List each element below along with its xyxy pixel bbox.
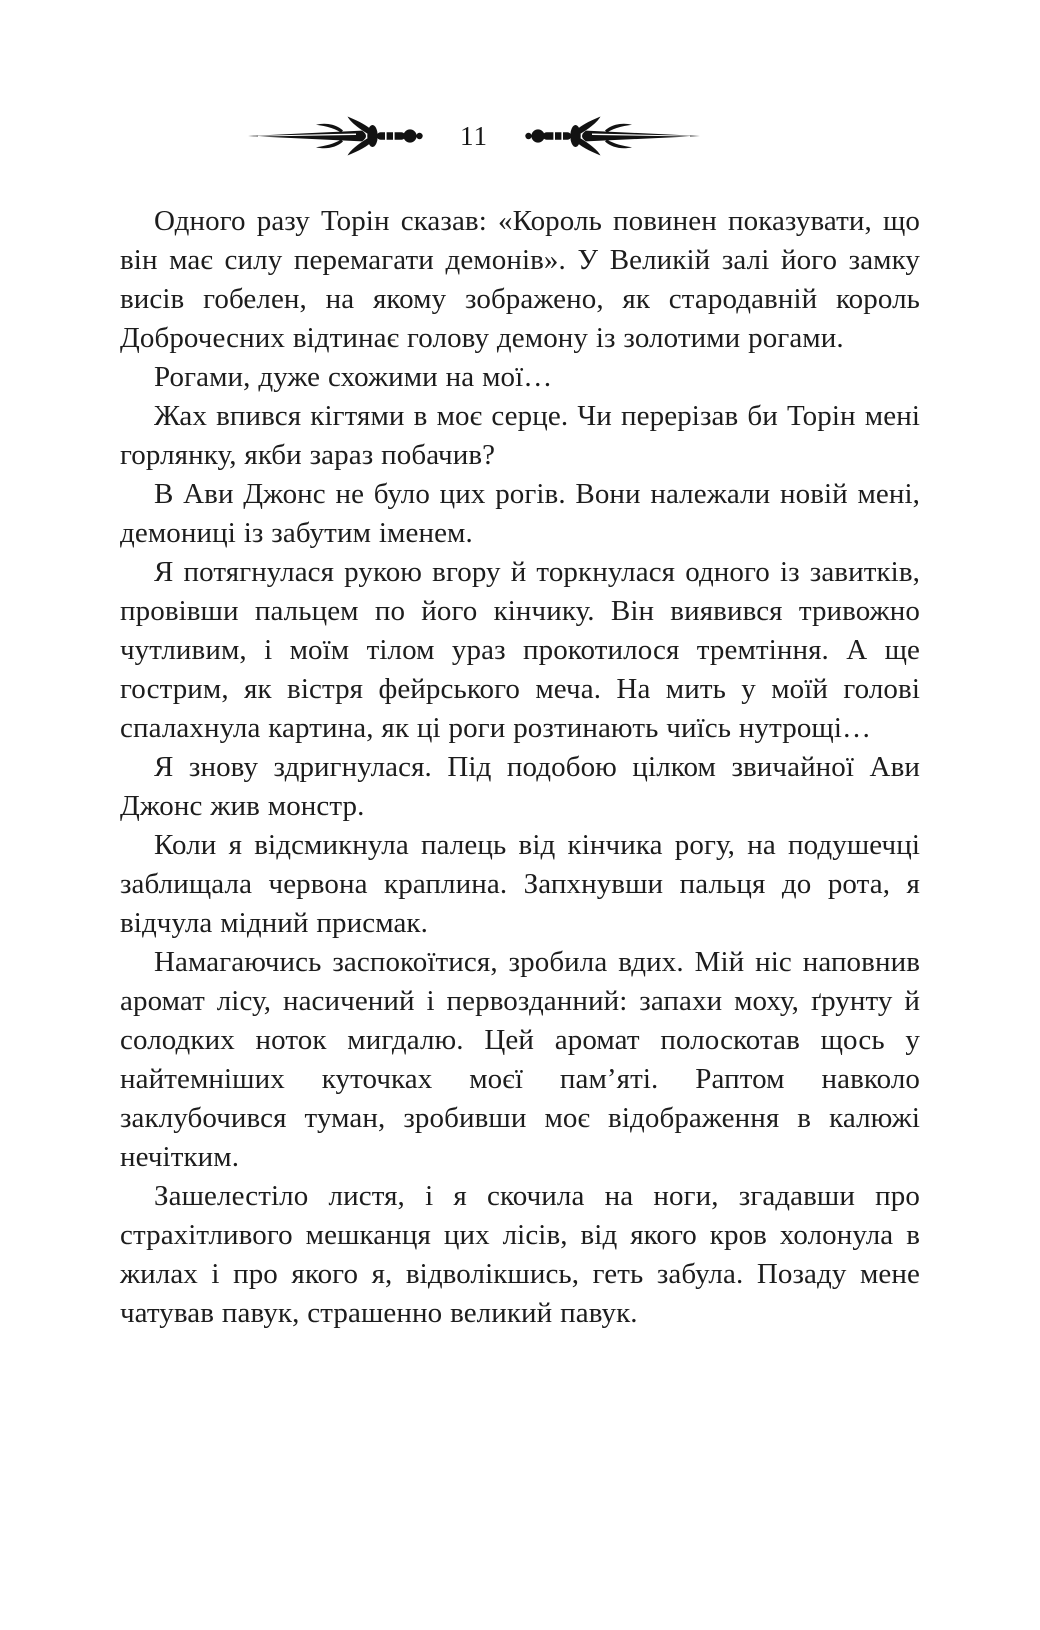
- paragraph: Коли я відсмикнула палець від кінчика рогу, на подушечці заблищала червона краплина. Запхнувши пальця до рота, я відчула мідний присмак.: [120, 829, 920, 939]
- paragraph: Я знову здригнулася. Під подобою цілком звичайної Ави Джонс жив монстр.: [120, 751, 920, 822]
- paragraph: Рогами, дуже схожими на мої…: [154, 361, 553, 393]
- sword-ornament-left-icon: [246, 116, 426, 156]
- paragraph: Жах впився кігтями в моє серце. Чи перерізав би Торін мені горлянку, якби зараз побачив?: [120, 400, 920, 471]
- paragraph: Намагаючись заспокоїтися, зробила вдих. Мій ніс наповнив аромат лісу, насичений і первозданний: запахи моху, ґрунту й солодких ноток мигдалю. Цей аромат полоскотав щось у найтемніших куточках моєї пам’яті. Раптом навколо заклубочився туман, зробивши моє відображення в калюжі нечітким.: [120, 946, 920, 1173]
- paragraph: Зашелестіло листя, і я скочила на ноги, згадавши про страхітливого мешканця цих лісів, від якого кров холонула в жилах і про якого я, відволікшись, геть забула. Позаду мене чатував павук, страшенно великий павук.: [120, 1180, 920, 1329]
- paragraph: Я потягнулася рукою вгору й торкнулася одного із завитків, провівши пальцем по його кінчику. Він виявився тривожно чутливим, і моїм тілом ураз прокотилося тремтіння. А ще гострим, як вістря фейрського меча. На мить у моїй голові спалахнула картина, як ці роги розтинають чиїсь нутрощі…: [120, 556, 920, 744]
- paragraph: В Ави Джонс не було цих рогів. Вони належали новій мені, демониці із забутим іменем.: [120, 478, 920, 549]
- page-number: 11: [460, 120, 488, 151]
- paragraph: Одного разу Торін сказав: «Король повинен показувати, що він має силу перемагати демонів». У Великій залі його замку висів гобелен, на якому зображено, як стародавній король Доброчесних відтинає голову демону із золотими рогами.: [120, 205, 920, 354]
- page-header: [0, 116, 994, 156]
- sword-ornament-right-icon: [522, 116, 702, 156]
- body-text: [120, 202, 920, 1333]
